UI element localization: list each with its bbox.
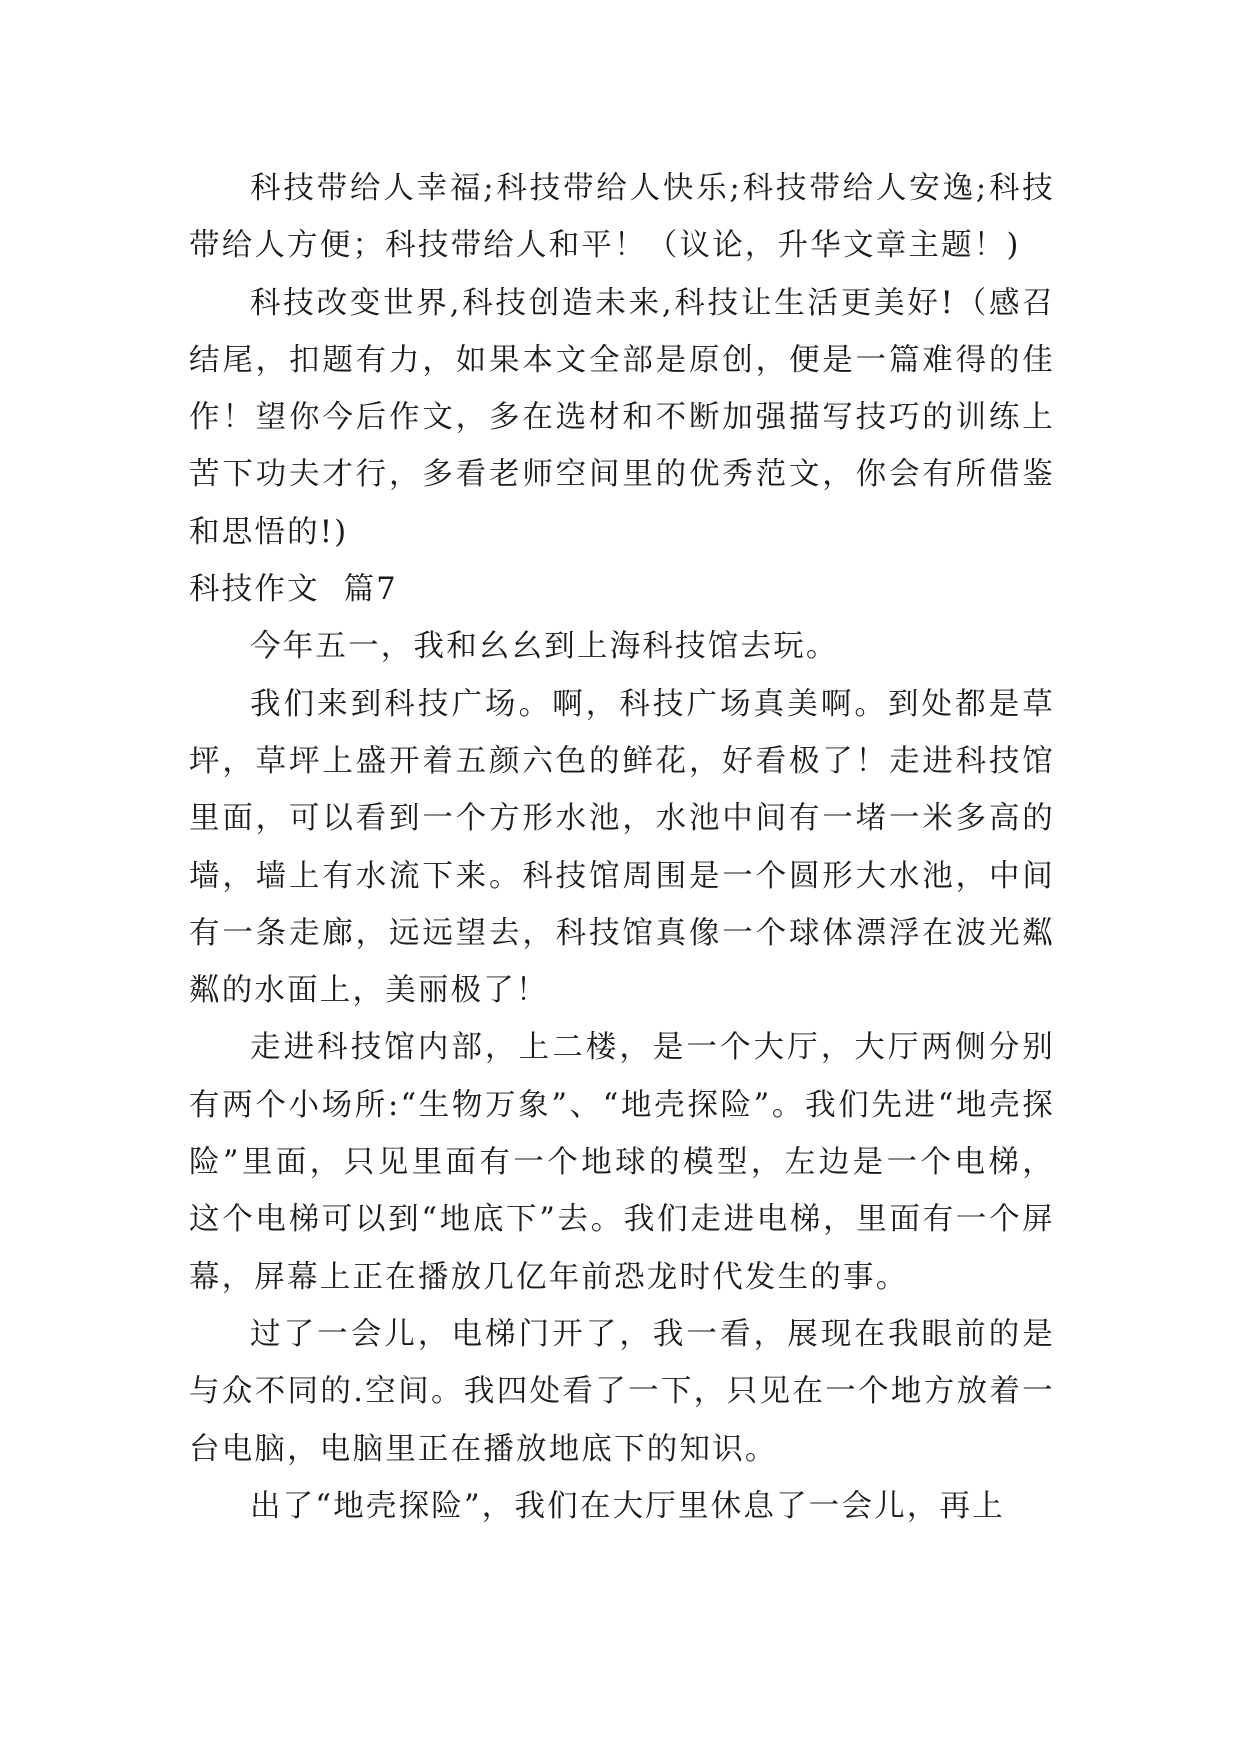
section-heading: 科技作文 篇7 [189,572,398,608]
paragraph-may-day: 今年五一，我和幺幺到上海科技馆去玩。 [250,629,839,665]
paragraph-science-benefits: 科技带给人幸福;科技带给人快乐;科技带给人安逸;科技带给人方便；科技带给人和平！（议论，升华文章主题！) [189,171,1055,264]
paragraph-science-square: 我们来到科技广场。啊，科技广场真美啊。到处都是草坪，草坪上盛开着五颜六色的鲜花，好看极了！走进科技馆里面，可以看到一个方形水池，水池中间有一堵一米多高的墙，墙上有水流下来。科技馆周围是一个圆形大水池，中间有一条走廊，远远望去，科技馆真像一个球体漂浮在波光粼粼的水面上，美丽极了！ [189,686,1055,1009]
paragraph-elevator-arrival: 过了一会儿，电梯门开了，我一看，展现在我眼前的是与众不同的.空间。我四处看了一下，只见在一个地方放着一台电脑，电脑里正在播放地底下的知识。 [189,1316,1055,1467]
paragraph-leaving-exhibit: 出了“地壳探险”，我们在大厅里休息了一会儿，再上 [250,1488,1005,1524]
document-page [189,160,1055,1535]
paragraph-museum-interior: 走进科技馆内部，上二楼，是一个大厅，大厅两侧分别有两个小场所:“生物万象”、“地壳探险”。我们先进“地壳探险”里面，只见里面有一个地球的模型，左边是一个电梯，这个电梯可以到“地底下”去。我们走进电梯，里面有一个屏幕，屏幕上正在播放几亿年前恐龙时代发生的事。 [189,1030,1055,1295]
paragraph-conclusion-comment: 科技改变世界,科技创造未来,科技让生活更美好!（感召结尾，扣题有力，如果本文全部是原创，便是一篇难得的佳作！望你今后作文，多在选材和不断加强描写技巧的训练上苦下功夫才行，多看老师空间里的优秀范文，你会有所借鉴和思悟的!) [189,285,1055,550]
